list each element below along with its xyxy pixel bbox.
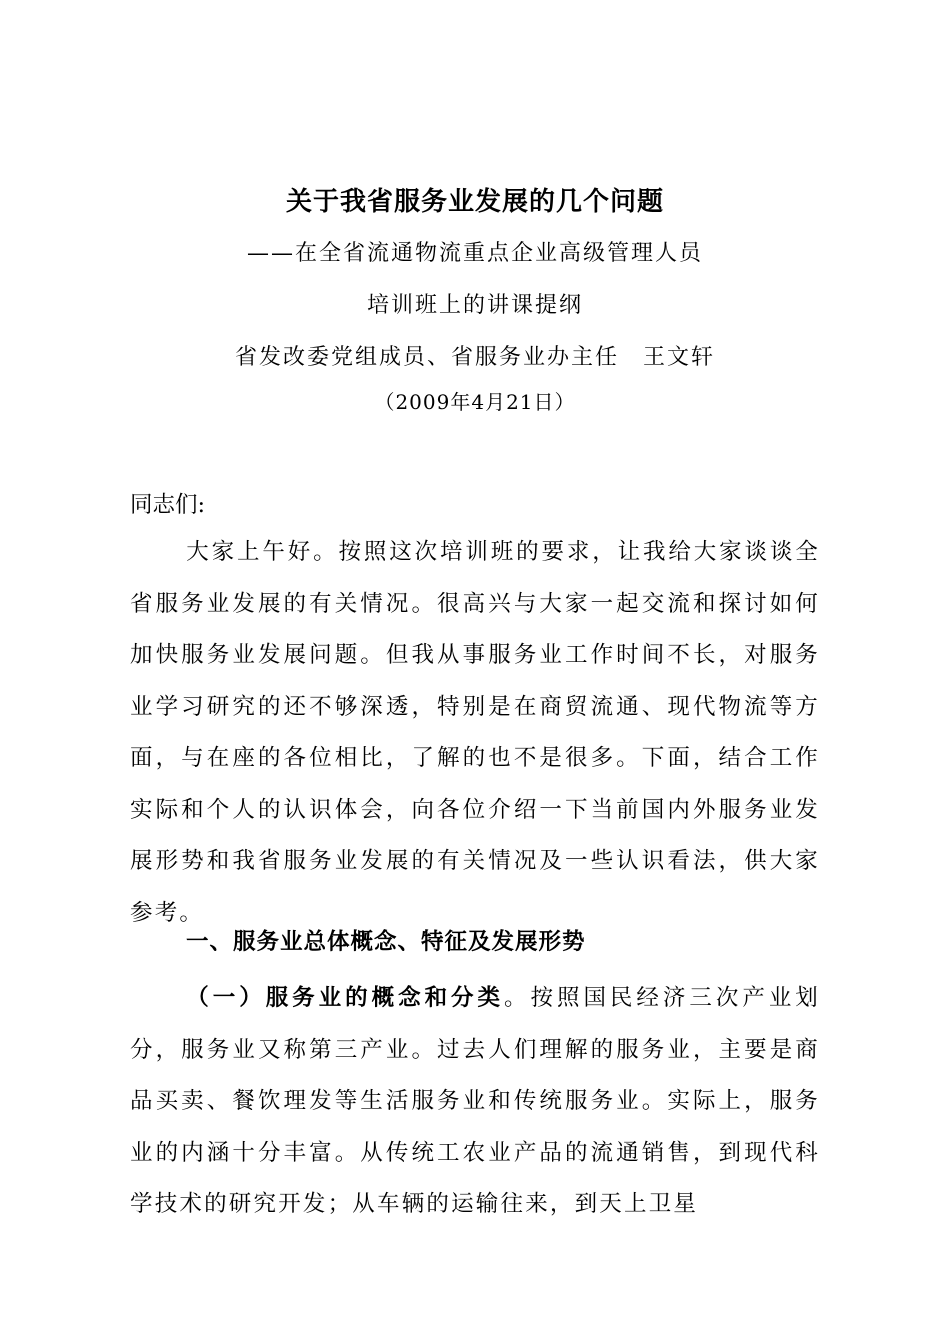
salutation: 同志们: — [130, 492, 206, 518]
document-title: 关于我省服务业发展的几个问题 — [285, 187, 664, 217]
paragraph-intro: 大家上午好。按照这次培训班的要求，让我给大家谈谈全省服务业发展的有关情况。很高兴与大家一起交流和探讨如何加快服务业发展问题。但我从事服务业工作时间不长，对服务业学习研究的还不够深透，特别是在商贸流通、现代物流等方面，与在座的各位相比，了解的也不是很多。下面，结合工作实际和个人的认识体会，向各位介绍一下当前国内外服务业发展形势和我省服务业发展的有关情况及一些认识看法，供大家参考。 — [130, 539, 820, 926]
paragraph-text: 。按照国民经济三次产业划分，服务业又称第三产业。过去人们理解的服务业，主要是商品买卖、餐饮理发等生活服务业和传统服务业。实际上，服务业的内涵十分丰富。从传统工农业产品的流通销售，到现代科学技术的研究开发；从车辆的运输往来，到天上卫星 — [130, 985, 820, 1217]
document-subtitle-line2: 培训班上的讲课提纲 — [366, 293, 583, 318]
paragraph-concept — [130, 973, 820, 1231]
document-author: 省发改委党组成员、省服务业办主任 王文轩 — [234, 345, 715, 370]
document-subtitle-line1: ——在全省流通物流重点企业高级管理人员 — [246, 241, 703, 266]
paragraph-lead: （一）服务业的概念和分类 — [186, 985, 505, 1011]
section-heading: 一、服务业总体概念、特征及发展形势 — [186, 929, 586, 955]
document-date: （2009年4月21日） — [374, 390, 576, 414]
